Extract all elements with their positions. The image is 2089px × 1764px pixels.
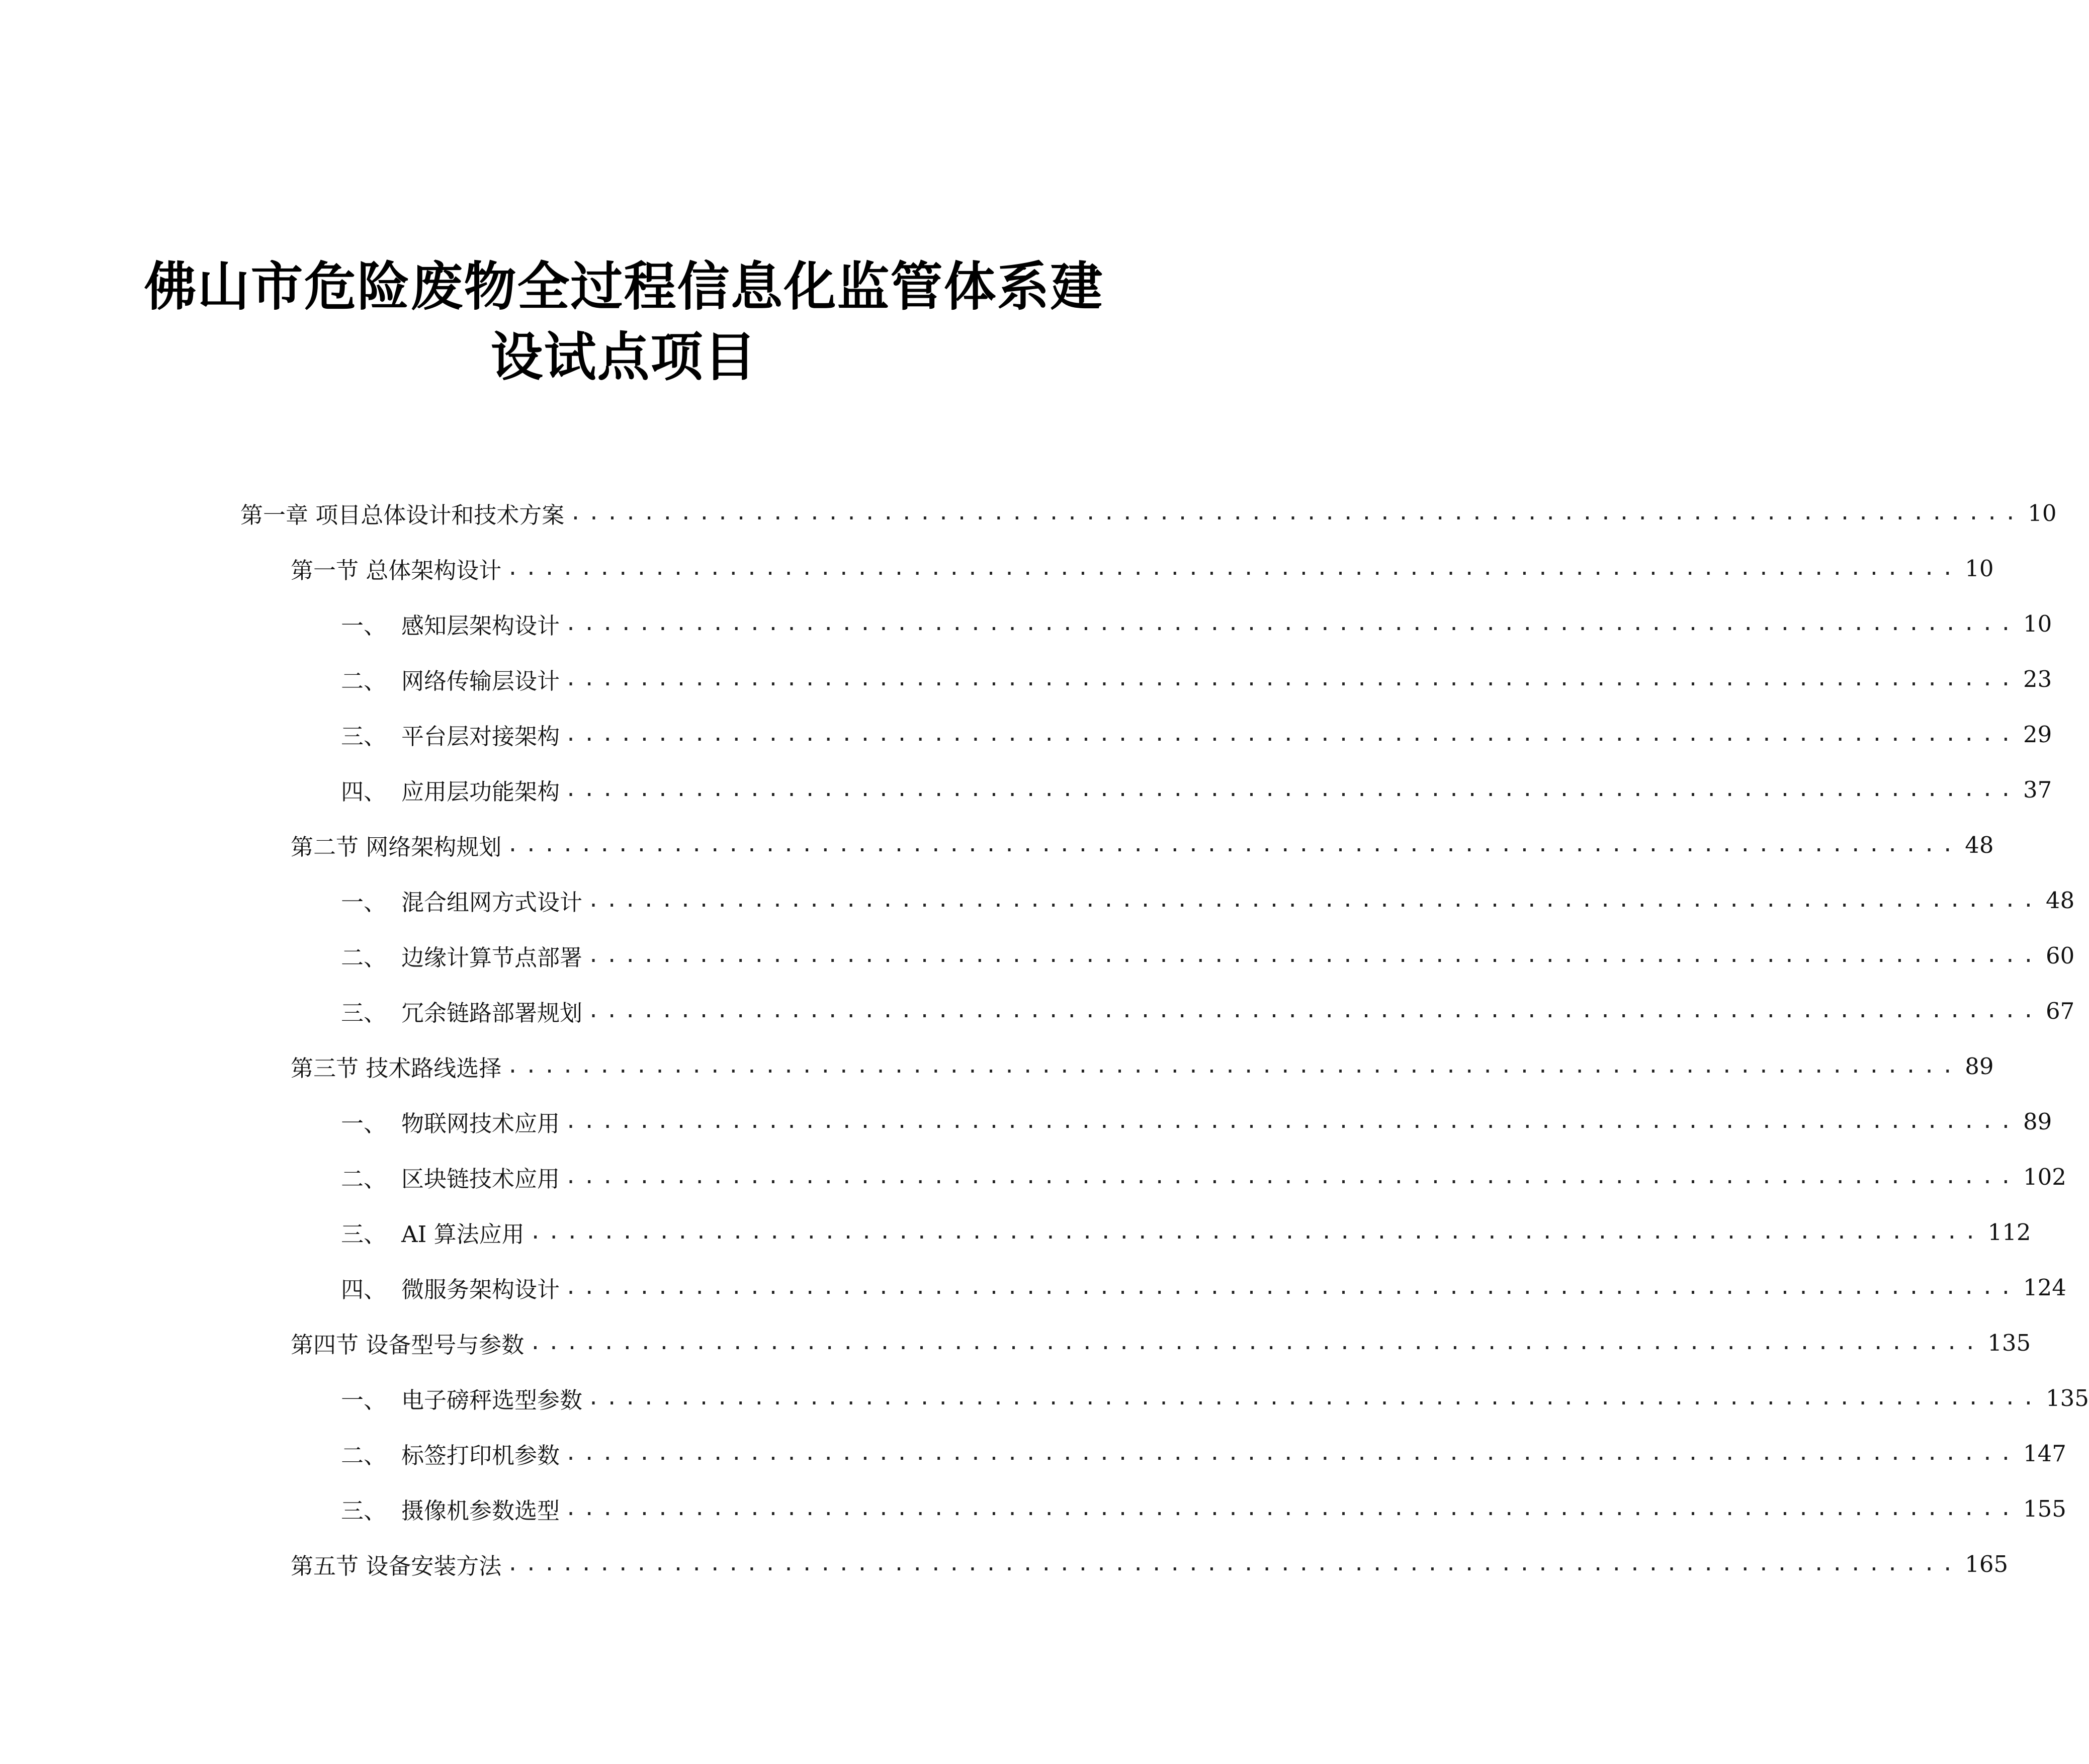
page-title-line-1: 佛山市危险废物全过程信息化监管体系建 (144, 256, 1104, 317)
toc-subsection-entry[interactable] (341, 993, 2075, 1028)
toc-page-number: 10 (1965, 555, 1994, 582)
toc-entry-label: 区块链技术应用 (401, 1165, 560, 1192)
toc-entry-label-group (341, 884, 582, 917)
toc-dot-leader: ............................................................................... (565, 1165, 2018, 1188)
toc-dot-leader: ............................................................................... (565, 723, 2018, 746)
toc-entry-label: 第五节 设备安装方法 (291, 1552, 502, 1579)
toc-subsection-entry[interactable] (341, 1159, 2066, 1194)
toc-dot-leader: ............................................................................... (565, 1276, 2018, 1299)
toc-entry-label-group (341, 1437, 560, 1470)
toc-entry-number: 二、 (341, 1442, 387, 1469)
toc-dot-leader: ............................................................................... (565, 1442, 2018, 1465)
toc-entry-label: 边缘计算节点部署 (401, 944, 583, 971)
toc-subsection-entry[interactable] (341, 1380, 2089, 1416)
toc-dot-leader: ............................................................................... (569, 501, 2023, 524)
toc-page-number: 10 (2023, 610, 2052, 637)
toc-dot-leader: ............................................................................... (587, 999, 2041, 1022)
toc-dot-leader: ............................................................................... (506, 1054, 1960, 1078)
toc-page-number: 135 (1987, 1329, 2031, 1356)
toc-entry-label: 电子磅秤选型参数 (401, 1386, 583, 1414)
toc-page-number: 37 (2023, 776, 2052, 803)
toc-entry-label: AI 算法应用 (401, 1220, 525, 1248)
toc-page-number: 102 (2023, 1163, 2066, 1190)
toc-dot-leader: ............................................................................... (565, 612, 2018, 635)
toc-section-entry[interactable] (291, 551, 1994, 586)
toc-entry-label: 摄像机参数选型 (401, 1497, 560, 1524)
toc-entry-number: 三、 (341, 1497, 387, 1524)
toc-page-number: 89 (1965, 1052, 1994, 1080)
toc-entry-label-group (341, 1161, 560, 1193)
toc-page-number: 10 (2028, 499, 2057, 526)
toc-entry-label-group (341, 607, 560, 640)
toc-page-number: 29 (2023, 721, 2052, 748)
toc-entry-number: 三、 (341, 1220, 387, 1248)
toc-section-entry[interactable] (291, 1325, 2031, 1360)
toc-page-number: 155 (2023, 1495, 2066, 1522)
toc-entry-label: 第二节 网络架构规划 (291, 833, 502, 860)
toc-page-number: 89 (2023, 1108, 2052, 1135)
toc-dot-leader: ............................................................................... (565, 1110, 2018, 1133)
toc-subsection-entry[interactable] (341, 883, 2075, 918)
toc-entry-number: 一、 (341, 612, 387, 639)
toc-dot-leader: ............................................................................... (529, 1220, 1983, 1244)
toc-entry-label-group (341, 1105, 560, 1138)
toc-dot-leader: ............................................................................... (587, 944, 2041, 967)
page-title-line-2: 设试点项目 (490, 326, 757, 388)
toc-subsection-entry[interactable] (341, 1436, 2066, 1471)
toc-subsection-entry[interactable] (341, 1214, 2031, 1250)
toc-subsection-entry[interactable] (341, 938, 2075, 973)
toc-entry-label-group (341, 773, 560, 806)
toc-entry-label-group (341, 663, 560, 695)
toc-dot-leader: ............................................................................... (587, 1386, 2041, 1409)
toc-entry-number: 三、 (341, 999, 387, 1026)
toc-dot-leader: ............................................................................... (565, 1497, 2018, 1520)
toc-section-entry[interactable] (291, 1048, 1994, 1084)
toc-entry-label: 感知层架构设计 (401, 612, 560, 639)
toc-entry-label: 第一节 总体架构设计 (291, 557, 502, 584)
toc-subsection-entry[interactable] (341, 661, 2052, 696)
toc-chapter-entry[interactable] (240, 495, 2057, 531)
toc-entry-label-group (341, 718, 560, 751)
toc-page-number: 124 (2023, 1274, 2066, 1301)
toc-subsection-entry[interactable] (341, 1104, 2052, 1139)
toc-entry-label: 混合组网方式设计 (401, 889, 583, 916)
toc-page-number: 165 (1965, 1550, 2009, 1577)
toc-dot-leader: ............................................................................... (565, 667, 2018, 690)
toc-entry-number: 二、 (341, 1165, 387, 1192)
toc-entry-label-group (341, 1492, 560, 1525)
toc-page-number: 48 (2046, 887, 2075, 914)
toc-page-number: 112 (1987, 1218, 2031, 1246)
toc-entry-number: 一、 (341, 1110, 387, 1137)
toc-section-entry[interactable] (291, 827, 1994, 862)
toc-entry-number: 二、 (341, 944, 387, 971)
toc-entry-label: 冗余链路部署规划 (401, 999, 583, 1026)
toc-dot-leader: ............................................................................... (506, 557, 1960, 580)
toc-subsection-entry[interactable] (341, 772, 2052, 807)
toc-dot-leader: ............................................................................... (506, 1552, 1960, 1575)
toc-entry-label-group (341, 1271, 560, 1304)
toc-page-number: 147 (2023, 1440, 2066, 1467)
toc-entry-number: 一、 (341, 1386, 387, 1414)
toc-page-number: 67 (2046, 997, 2075, 1024)
toc-entry-label: 微服务架构设计 (401, 1276, 560, 1303)
toc-subsection-entry[interactable] (341, 1270, 2066, 1305)
toc-entry-number: 二、 (341, 667, 387, 694)
toc-entry-number: 一、 (341, 889, 387, 916)
toc-entry-label-group (341, 1382, 582, 1415)
toc-subsection-entry[interactable] (341, 717, 2052, 752)
toc-entry-label: 第一章 项目总体设计和技术方案 (240, 501, 565, 528)
toc-entry-label: 平台层对接架构 (401, 723, 560, 750)
toc-dot-leader: ............................................................................... (506, 833, 1960, 856)
toc-entry-label-group (341, 939, 582, 972)
toc-subsection-entry[interactable] (341, 606, 2052, 641)
toc-entry-number: 三、 (341, 723, 387, 750)
toc-entry-label: 第三节 技术路线选择 (291, 1054, 502, 1082)
toc-page-number: 60 (2046, 942, 2075, 969)
toc-entry-label: 应用层功能架构 (401, 778, 560, 805)
toc-entry-label: 第四节 设备型号与参数 (291, 1331, 525, 1358)
toc-entry-number: 四、 (341, 778, 387, 805)
toc-page-number: 135 (2046, 1384, 2089, 1412)
toc-subsection-entry[interactable] (341, 1491, 2066, 1526)
toc-dot-leader: ............................................................................... (565, 778, 2018, 801)
toc-entry-label-group (341, 1216, 525, 1249)
toc-dot-leader: ............................................................................... (529, 1331, 1983, 1354)
toc-dot-leader: ............................................................................... (587, 889, 2041, 912)
toc-page-number: 48 (1965, 831, 1994, 858)
toc-entry-label: 物联网技术应用 (401, 1110, 560, 1137)
toc-entry-label: 标签打印机参数 (401, 1442, 560, 1469)
toc-page-number: 23 (2023, 665, 2052, 692)
toc-entry-label-group (341, 995, 582, 1027)
toc-entry-label: 网络传输层设计 (401, 667, 560, 694)
toc-section-entry[interactable] (291, 1546, 2009, 1581)
toc-entry-number: 四、 (341, 1276, 387, 1303)
